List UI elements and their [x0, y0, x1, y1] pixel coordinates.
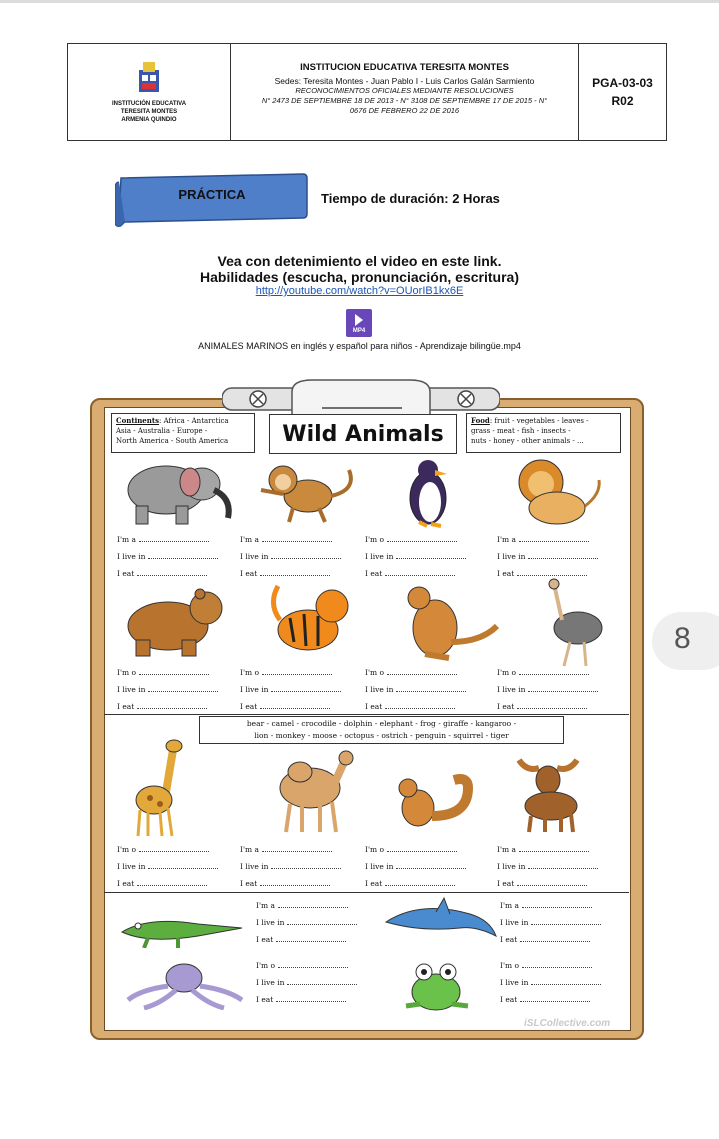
- label-i-eat: I eat: [240, 569, 258, 578]
- video-link[interactable]: http://youtube.com/watch?v=OUorIB1kx6E: [255, 285, 464, 297]
- resoluciones-line-2: 0676 DE FEBRERO 22 DE 2016: [349, 106, 460, 115]
- answer-blank[interactable]: [278, 967, 348, 968]
- blank-line: [365, 535, 457, 544]
- blank-line: [500, 935, 590, 944]
- continents-box: [111, 413, 255, 453]
- answer-blank[interactable]: [139, 851, 209, 852]
- blank-line: [240, 879, 330, 888]
- label-i-eat: I eat: [256, 935, 274, 944]
- blank-line: [117, 845, 209, 854]
- blank-line: [117, 685, 218, 694]
- food-label: Food: [471, 416, 490, 425]
- answer-blank[interactable]: [528, 558, 598, 559]
- header-info-cell: [231, 44, 579, 140]
- answer-blank[interactable]: [522, 967, 592, 968]
- label-i-live-in: I live in: [365, 552, 394, 561]
- answer-blank[interactable]: [528, 868, 598, 869]
- label-i-eat: I eat: [497, 702, 515, 711]
- section-divider: [104, 892, 629, 893]
- giraffe-illustration: [128, 736, 188, 840]
- answer-blank[interactable]: [531, 984, 601, 985]
- watermark: iSLCollective.com: [524, 1018, 611, 1029]
- answer-blank[interactable]: [271, 868, 341, 869]
- blank-line: [256, 961, 348, 970]
- blank-line: [365, 552, 466, 561]
- label-i-live-in: I live in: [497, 552, 526, 561]
- label-im-o: I'm o: [365, 845, 385, 854]
- logo-caption: [112, 100, 186, 124]
- octopus-illustration: [120, 960, 248, 1010]
- answer-blank[interactable]: [517, 708, 587, 709]
- blank-line: [497, 702, 587, 711]
- instructions-line-2: Habilidades (escucha, pronunciación, escritura): [200, 269, 519, 285]
- document-code: PGA-03-03: [592, 76, 653, 90]
- page-number: 8: [674, 622, 691, 655]
- blank-line: [500, 978, 601, 987]
- answer-blank[interactable]: [137, 708, 207, 709]
- label-i-live-in: I live in: [240, 685, 269, 694]
- penguin-illustration: [397, 456, 459, 528]
- food-box: [466, 413, 621, 453]
- label-im-o: I'm o: [500, 961, 520, 970]
- blank-line: [256, 978, 357, 987]
- label-i-eat: I eat: [500, 935, 518, 944]
- answer-blank[interactable]: [148, 691, 218, 692]
- answer-blank[interactable]: [262, 851, 332, 852]
- page-indicator[interactable]: [652, 612, 719, 670]
- word-bank: [199, 716, 564, 744]
- document-header: [67, 43, 667, 141]
- blank-line: [256, 901, 348, 910]
- label-i-live-in: I live in: [117, 685, 146, 694]
- label-i-eat: I eat: [117, 702, 135, 711]
- frog-illustration: [396, 958, 476, 1016]
- duration-text: Tiempo de duración: 2 Horas: [321, 191, 500, 206]
- blank-line: [240, 845, 332, 854]
- answer-blank[interactable]: [137, 575, 207, 576]
- header-logo-cell: [68, 44, 231, 140]
- blank-line: [497, 552, 598, 561]
- label-im-o: I'm o: [256, 961, 276, 970]
- label-i-eat: I eat: [256, 995, 274, 1004]
- label-im-o: I'm o: [117, 668, 137, 677]
- moose-illustration: [505, 750, 591, 834]
- bear-illustration: [122, 588, 226, 660]
- blank-line: [497, 668, 589, 677]
- blank-line: [365, 569, 455, 578]
- kangaroo-illustration: [395, 582, 501, 662]
- blank-line: [117, 879, 207, 888]
- ostrich-illustration: [540, 578, 610, 668]
- label-im-a: I'm a: [256, 901, 275, 910]
- blank-line: [500, 901, 592, 910]
- label-i-eat: I eat: [365, 702, 383, 711]
- answer-blank[interactable]: [260, 708, 330, 709]
- reconocimientos-line: RECONOCIMIENTOS OFICIALES MEDIANTE RESOLUCIONES: [295, 86, 514, 95]
- blank-line: [240, 862, 341, 871]
- answer-blank[interactable]: [387, 541, 457, 542]
- blank-line: [240, 552, 341, 561]
- blank-line: [256, 995, 346, 1004]
- answer-blank[interactable]: [287, 984, 357, 985]
- label-i-eat: I eat: [117, 569, 135, 578]
- answer-blank[interactable]: [260, 885, 330, 886]
- answer-blank[interactable]: [396, 558, 466, 559]
- answer-blank[interactable]: [137, 885, 207, 886]
- label-i-eat: I eat: [240, 702, 258, 711]
- answer-blank[interactable]: [396, 868, 466, 869]
- label-i-live-in: I live in: [497, 862, 526, 871]
- blank-line: [500, 961, 592, 970]
- tiger-illustration: [266, 580, 358, 662]
- section-divider: [104, 714, 629, 715]
- answer-blank[interactable]: [519, 541, 589, 542]
- blank-line: [365, 862, 466, 871]
- label-i-live-in: I live in: [365, 685, 394, 694]
- label-i-eat: I eat: [240, 879, 258, 888]
- label-im-a: I'm a: [117, 535, 136, 544]
- answer-blank[interactable]: [385, 708, 455, 709]
- answer-blank[interactable]: [531, 924, 601, 925]
- instructions-line-1: Vea con detenimiento el video en este link.: [217, 253, 502, 269]
- blank-line: [117, 552, 218, 561]
- blank-line: [117, 569, 207, 578]
- blank-line: [117, 862, 218, 871]
- label-im-a: I'm a: [497, 535, 516, 544]
- blank-line: [240, 668, 332, 677]
- crocodile-illustration: [118, 906, 246, 948]
- institution-title: INSTITUCION EDUCATIVA TERESITA MONTES: [300, 62, 509, 73]
- label-i-eat: I eat: [500, 995, 518, 1004]
- blank-line: [497, 685, 598, 694]
- logo-caption-line: TERESITA MONTES: [120, 109, 178, 115]
- blank-line: [497, 879, 587, 888]
- label-im-o: I'm o: [117, 845, 137, 854]
- label-im-o: I'm o: [365, 535, 385, 544]
- blank-line: [240, 702, 330, 711]
- instructions: [0, 253, 719, 285]
- blank-line: [256, 918, 357, 927]
- label-i-live-in: I live in: [117, 862, 146, 871]
- worksheet-title: Wild Animals: [269, 414, 457, 454]
- label-i-live-in: I live in: [256, 978, 285, 987]
- answer-blank[interactable]: [519, 851, 589, 852]
- label-im-o: I'm o: [240, 668, 260, 677]
- mp4-file-icon[interactable]: [346, 309, 372, 337]
- continents-label: Continents: [116, 416, 160, 425]
- camel-illustration: [254, 748, 354, 834]
- answer-blank[interactable]: [262, 541, 332, 542]
- dolphin-illustration: [380, 896, 498, 946]
- label-im-a: I'm a: [497, 845, 516, 854]
- label-i-eat: I eat: [365, 569, 383, 578]
- resoluciones-line-1: N° 2473 DE SEPTIEMBRE 18 DE 2013 - N° 3108 DE SEPTIEMBRE 17 DE 2015 - N°: [261, 96, 548, 105]
- squirrel-illustration: [388, 772, 474, 834]
- blank-line: [117, 668, 209, 677]
- word-bank-line-1: bear - camel - crocodile - dolphin - elephant - frog - giraffe - kangaroo -: [246, 719, 517, 728]
- label-i-live-in: I live in: [497, 685, 526, 694]
- answer-blank[interactable]: [287, 924, 357, 925]
- logo-caption-line: INSTITUCIÓN EDUCATIVA: [111, 101, 187, 107]
- answer-blank[interactable]: [271, 691, 341, 692]
- blank-line: [365, 879, 455, 888]
- top-divider: [0, 0, 719, 3]
- label-im-o: I'm o: [365, 668, 385, 677]
- answer-blank[interactable]: [517, 575, 587, 576]
- answer-blank[interactable]: [148, 868, 218, 869]
- blank-line: [365, 845, 457, 854]
- blank-line: [365, 668, 457, 677]
- answer-blank[interactable]: [387, 674, 457, 675]
- label-im-a: I'm a: [240, 845, 259, 854]
- blank-line: [117, 535, 209, 544]
- answer-blank[interactable]: [387, 851, 457, 852]
- label-i-live-in: I live in: [500, 918, 529, 927]
- play-icon: [346, 311, 372, 329]
- video-file-name[interactable]: ANIMALES MARINOS en inglés y español para niños - Aprendizaje bilingüe.mp4: [198, 341, 521, 351]
- answer-blank[interactable]: [528, 691, 598, 692]
- blank-line: [497, 862, 598, 871]
- blank-line: [240, 569, 330, 578]
- answer-blank[interactable]: [139, 674, 209, 675]
- label-i-eat: I eat: [497, 879, 515, 888]
- school-shield-logo: [135, 60, 163, 96]
- blank-line: [500, 918, 601, 927]
- sedes-line: Sedes: Teresita Montes - Juan Pablo I - Luis Carlos Galán Sarmiento: [274, 76, 535, 86]
- label-im-o: I'm o: [497, 668, 517, 677]
- answer-blank[interactable]: [148, 558, 218, 559]
- answer-blank[interactable]: [276, 941, 346, 942]
- blank-line: [500, 995, 590, 1004]
- blank-line: [497, 845, 589, 854]
- document-revision: R02: [611, 94, 634, 108]
- answer-blank[interactable]: [276, 1001, 346, 1002]
- label-i-live-in: I live in: [240, 552, 269, 561]
- answer-blank[interactable]: [520, 941, 590, 942]
- header-code-cell: [579, 44, 666, 140]
- logo-caption-line: ARMENIA QUINDIO: [121, 117, 177, 123]
- blank-line: [240, 535, 332, 544]
- blank-line: [117, 702, 207, 711]
- label-i-live-in: I live in: [240, 862, 269, 871]
- mp4-icon-label: MP4: [352, 328, 366, 334]
- lion-illustration: [505, 458, 605, 528]
- blank-line: [497, 569, 587, 578]
- answer-blank[interactable]: [522, 907, 592, 908]
- label-im-a: I'm a: [240, 535, 259, 544]
- answer-blank[interactable]: [278, 907, 348, 908]
- answer-blank[interactable]: [139, 541, 209, 542]
- answer-blank[interactable]: [396, 691, 466, 692]
- blank-line: [240, 685, 341, 694]
- answer-blank[interactable]: [262, 674, 332, 675]
- answer-blank[interactable]: [260, 575, 330, 576]
- label-i-live-in: I live in: [256, 918, 285, 927]
- label-i-live-in: I live in: [500, 978, 529, 987]
- blank-line: [497, 535, 589, 544]
- blank-line: [365, 685, 466, 694]
- label-i-eat: I eat: [365, 879, 383, 888]
- label-i-live-in: I live in: [365, 862, 394, 871]
- answer-blank[interactable]: [520, 1001, 590, 1002]
- answer-blank[interactable]: [517, 885, 587, 886]
- continents-text: : Africa - Antarctica Asia - Australia - Europe - North America - South America: [116, 417, 229, 445]
- blank-line: [365, 702, 455, 711]
- answer-blank[interactable]: [519, 674, 589, 675]
- answer-blank[interactable]: [271, 558, 341, 559]
- answer-blank[interactable]: [385, 885, 455, 886]
- label-i-eat: I eat: [117, 879, 135, 888]
- label-im-a: I'm a: [500, 901, 519, 910]
- label-i-eat: I eat: [497, 569, 515, 578]
- practice-label: PRÁCTICA: [178, 187, 246, 202]
- elephant-illustration: [116, 458, 236, 528]
- word-bank-line-2: lion - monkey - moose - octopus - ostrich - penguin - squirrel - tiger: [254, 731, 509, 740]
- food-text: : fruit - vegetables - leaves - grass - meat - fish - insects - nuts - honey - other animals - ...: [471, 417, 589, 445]
- monkey-illustration: [253, 460, 363, 526]
- label-i-live-in: I live in: [117, 552, 146, 561]
- blank-line: [256, 935, 346, 944]
- answer-blank[interactable]: [385, 575, 455, 576]
